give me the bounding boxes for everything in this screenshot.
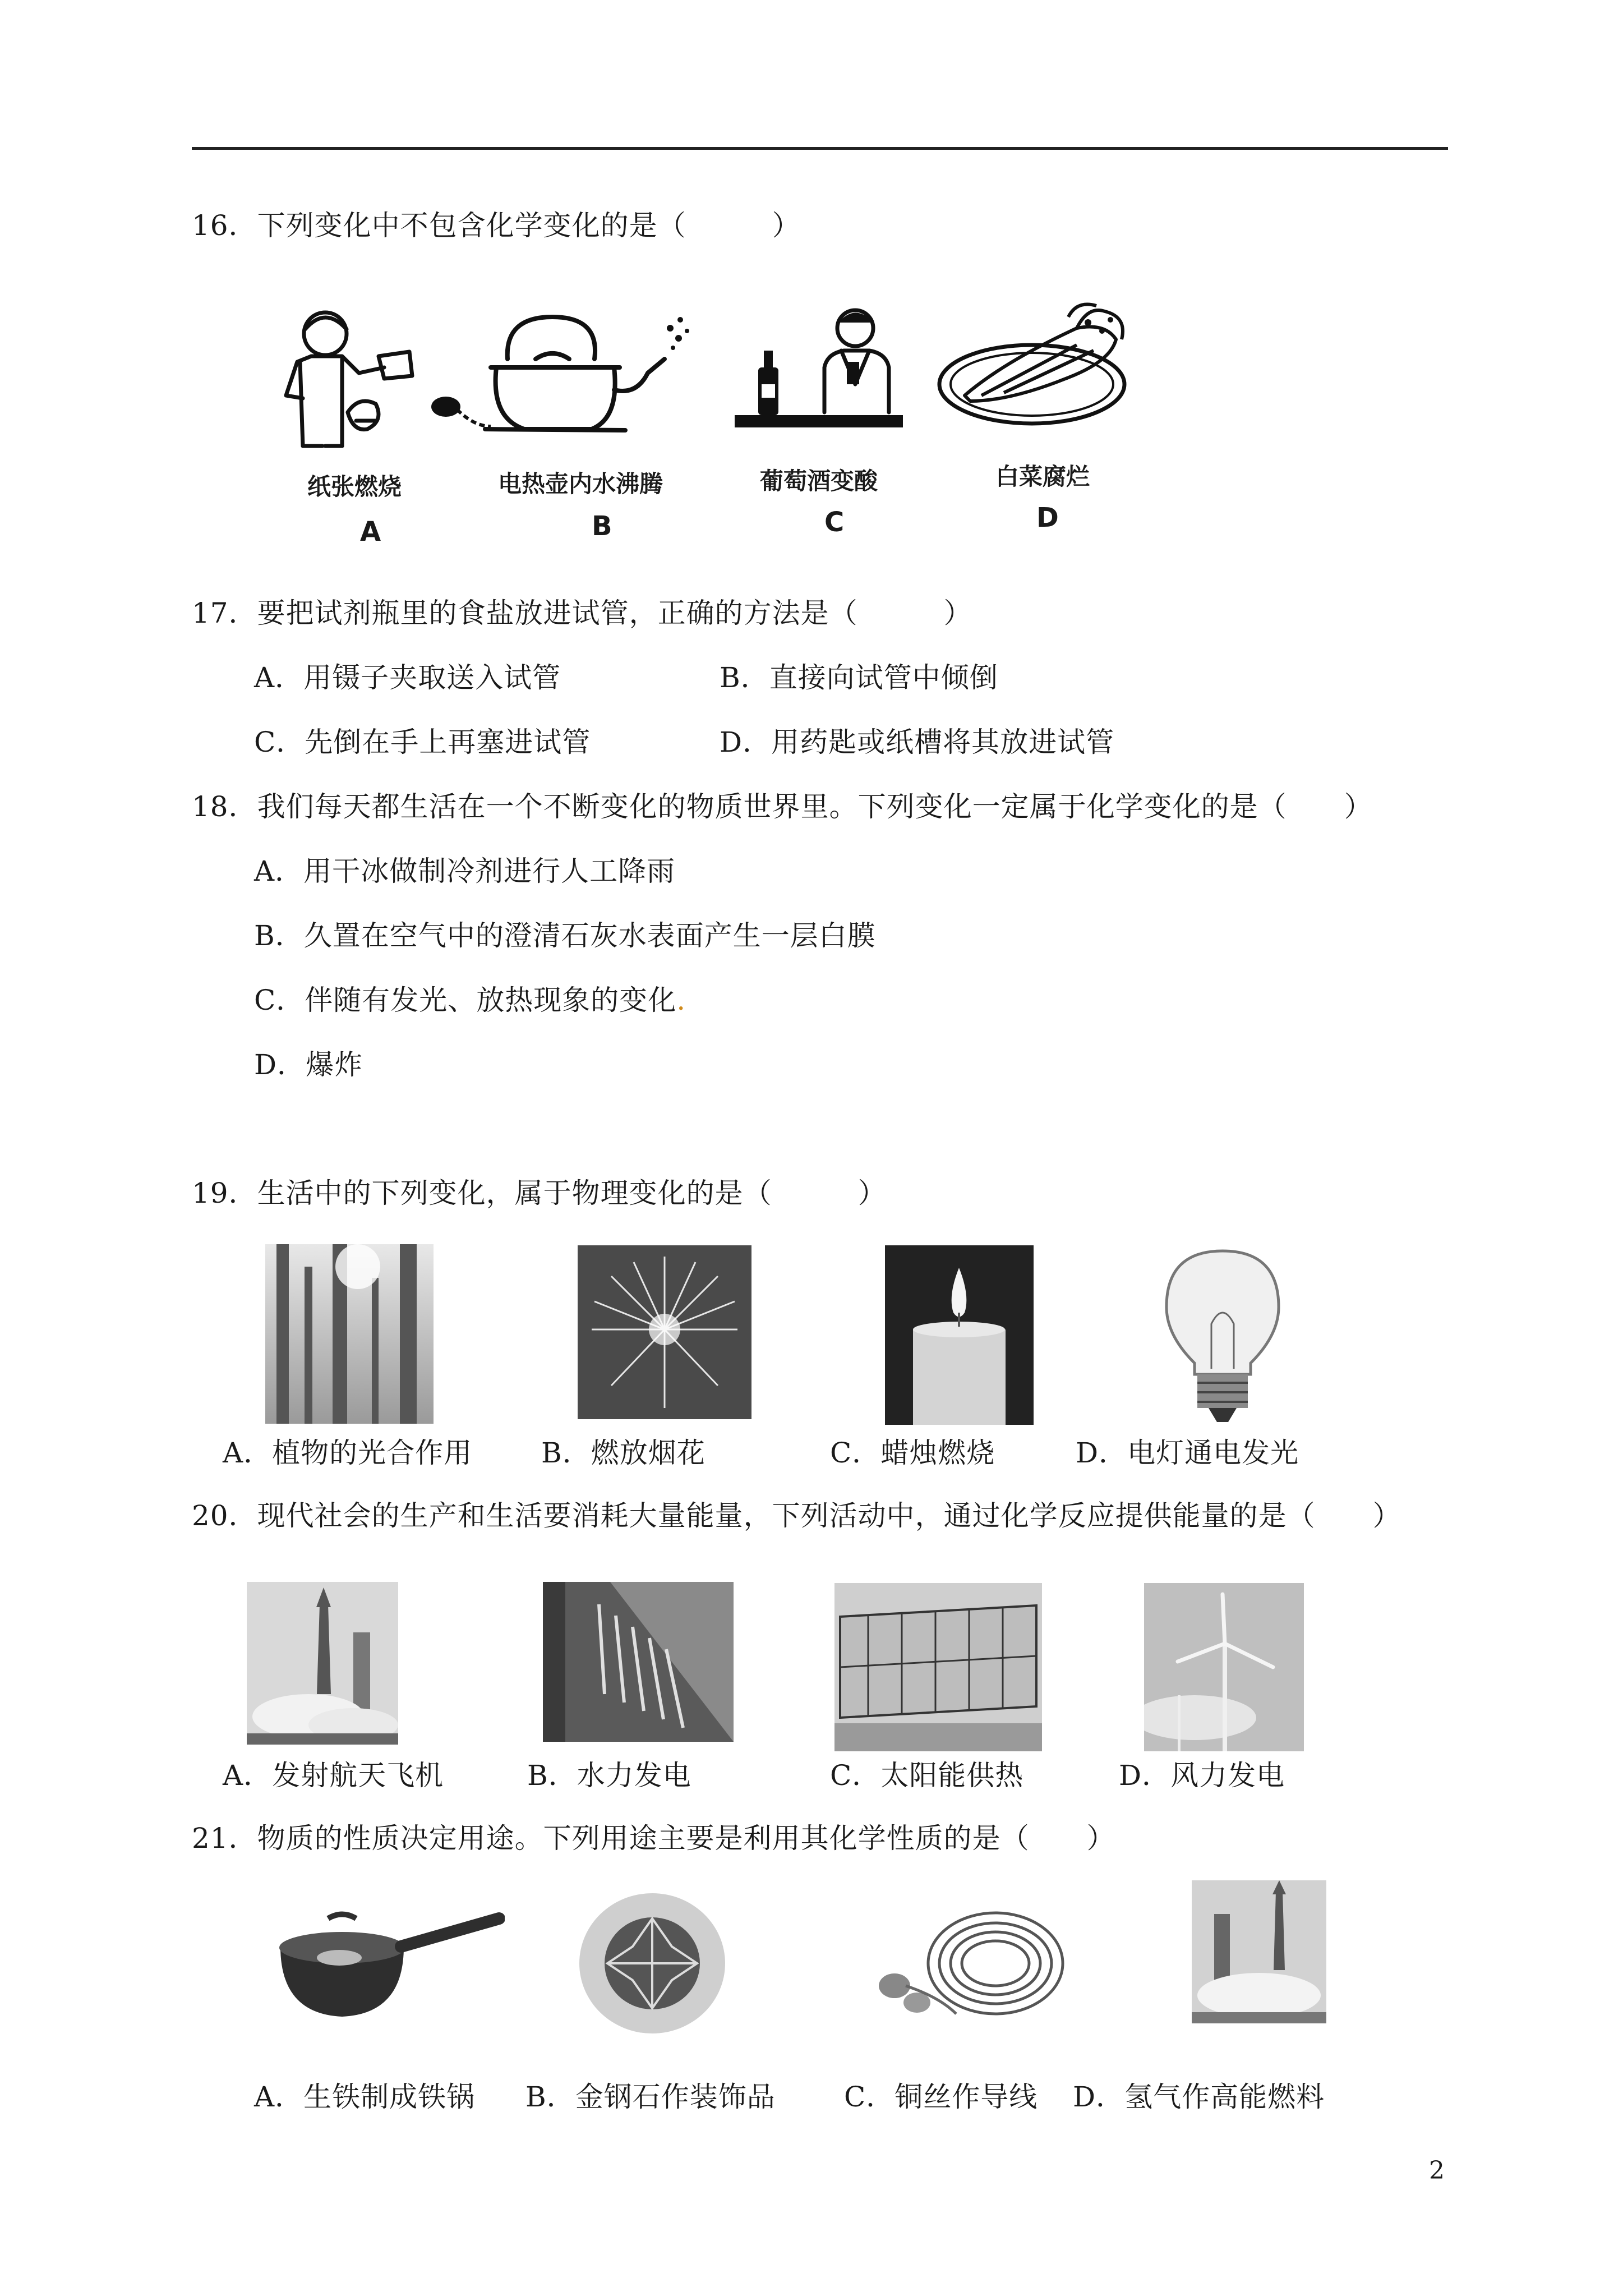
iron-wok-icon — [269, 1896, 505, 2031]
option-18b: B．久置在空气中的澄清石灰水表面产生一层白膜 — [254, 919, 876, 952]
stray-mark: . — [676, 984, 686, 1016]
option-18c-text: C．伴随有发光、放热现象的变化 — [254, 984, 677, 1016]
option-16c-caption: 葡萄酒变酸 — [760, 467, 878, 495]
option-18a: A．用干冰做制冷剂进行人工降雨 — [254, 855, 676, 887]
wine-icon — [735, 300, 903, 435]
option-20b: B．水力发电 — [527, 1759, 691, 1792]
option-16c-letter: C — [824, 507, 845, 538]
option-16a-caption: 纸张燃烧 — [307, 473, 402, 500]
header-rule — [192, 147, 1448, 150]
option-18c — [254, 983, 686, 1017]
paper-burning-icon — [264, 300, 421, 452]
fireworks-photo-icon — [578, 1245, 751, 1419]
solar-heating-photo-icon — [834, 1583, 1042, 1751]
option-20c: C．太阳能供热 — [830, 1759, 1024, 1792]
copper-wire-icon — [872, 1902, 1074, 2031]
option-20d: D．风力发电 — [1119, 1759, 1285, 1792]
cabbage-icon — [937, 295, 1138, 432]
option-17d: D．用药匙或纸槽将其放进试管 — [720, 726, 1115, 758]
question-16-stem: 16．下列变化中不包含化学变化的是（ ） — [192, 209, 801, 242]
option-16d-caption: 白菜腐烂 — [995, 463, 1090, 490]
candle-photo-icon — [885, 1245, 1034, 1425]
option-16a-letter: A — [360, 516, 381, 547]
option-21a: A．生铁制成铁锅 — [254, 2081, 476, 2113]
option-19c: C．蜡烛燃烧 — [830, 1437, 995, 1469]
option-21b: B．金钢石作装饰品 — [525, 2081, 776, 2113]
kettle-icon — [423, 306, 693, 440]
hydrogen-rocket-photo-icon — [1192, 1880, 1326, 2023]
forest-photo-icon — [265, 1244, 434, 1424]
hydropower-photo-icon — [543, 1582, 734, 1742]
option-16b-letter: B — [592, 510, 612, 542]
option-16d-letter: D — [1036, 502, 1059, 533]
question-19-stem: 19．生活中的下列变化，属于物理变化的是（ ） — [192, 1177, 887, 1209]
option-17c: C．先倒在手上再塞进试管 — [254, 726, 591, 758]
wind-turbine-photo-icon — [1144, 1583, 1304, 1751]
option-16b-caption: 电热壶内水沸腾 — [498, 470, 663, 498]
option-21d: D．氢气作高能燃料 — [1073, 2081, 1325, 2113]
space-shuttle-photo-icon — [247, 1582, 398, 1745]
question-21-stem: 21．物质的性质决定用途。下列用途主要是利用其化学性质的是（ ） — [192, 1822, 1115, 1855]
option-18d: D．爆炸 — [254, 1048, 363, 1081]
diamond-ornament-icon — [577, 1890, 728, 2036]
question-20-stem: 20．现代社会的生产和生活要消耗大量能量，下列活动中，通过化学反应提供能量的是（ ） — [192, 1499, 1401, 1532]
light-bulb-icon — [1138, 1240, 1307, 1430]
option-19b: B．燃放烟花 — [541, 1437, 706, 1469]
page-number: 2 — [1429, 2156, 1445, 2185]
option-19a: A．植物的光合作用 — [223, 1437, 473, 1469]
question-18-stem: 18．我们每天都生活在一个不断变化的物质世界里。下列变化一定属于化学变化的是（ ） — [192, 790, 1373, 823]
option-21c: C．铜丝作导线 — [844, 2081, 1038, 2113]
option-20a: A．发射航天飞机 — [223, 1759, 444, 1792]
question-17-stem: 17．要把试剂瓶里的食盐放进试管，正确的方法是（ ） — [192, 597, 972, 629]
option-19d: D．电灯通电发光 — [1076, 1437, 1299, 1469]
option-17b: B．直接向试管中倾倒 — [720, 661, 998, 694]
option-17a: A．用镊子夹取送入试管 — [254, 661, 561, 694]
